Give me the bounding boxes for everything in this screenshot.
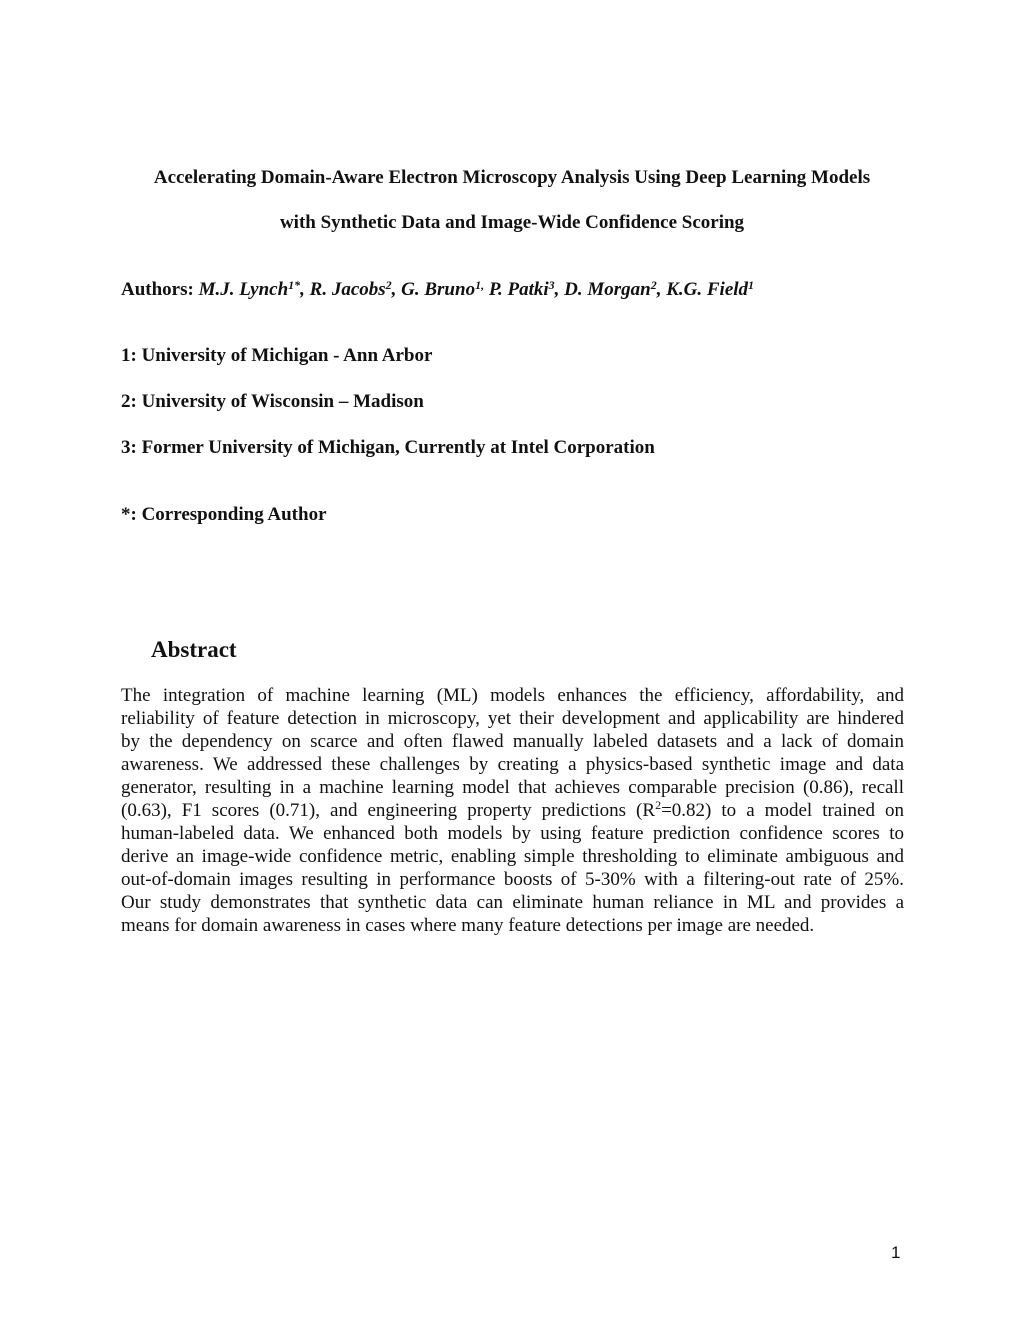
author-affiliation-mark: 1, [475, 278, 485, 292]
author-name: M.J. Lynch [198, 279, 289, 300]
abstract-line: out-of-domain images resulting in performance boosts of 5-30% with a filtering-out rate of 25%. [121, 869, 904, 890]
abstract-line-with-r-squared [121, 799, 904, 822]
paper-title-line-1: Accelerating Domain-Aware Electron Microscopy Analysis Using Deep Learning Models [153, 167, 871, 188]
author-name: D. Morgan [564, 279, 651, 300]
affiliation-2: 2: University of Wisconsin – Madison [121, 391, 424, 412]
page-number: 1 [891, 1243, 901, 1262]
author-name: G. Bruno [401, 279, 476, 300]
author-separator: , [656, 279, 667, 300]
abstract-line: Our study demonstrates that synthetic data can eliminate human reliance in ML and provides a [121, 892, 904, 913]
author-name: P. Patki [488, 279, 549, 300]
author-name: K.G. Field [666, 279, 749, 300]
abstract-body [121, 684, 904, 937]
abstract-line: means for domain awareness in cases where many feature detections per image are needed. [121, 915, 815, 936]
abstract-line: The integration of machine learning (ML) models enhances the efficiency, affordability, and [121, 685, 904, 706]
abstract-heading: Abstract [151, 637, 237, 662]
abstract-line: derive an image-wide confidence metric, enabling simple thresholding to eliminate ambiguous and [121, 846, 904, 867]
author-affiliation-mark: 2 [385, 278, 392, 292]
affiliation-1: 1: University of Michigan - Ann Arbor [121, 345, 433, 366]
corresponding-author-note: *: Corresponding Author [121, 504, 327, 525]
author-names [199, 279, 754, 300]
abstract-line: by the dependency on scarce and often flawed manually labeled datasets and a lack of domain [121, 731, 904, 752]
abstract-line-part: (0.63), F1 scores (0.71), and engineering property predictions (R [121, 800, 656, 821]
author-affiliation-mark: 1 [748, 278, 755, 292]
abstract-line: generator, resulting in a machine learning model that achieves comparable precision (0.86), recall [121, 777, 904, 798]
author-affiliation-mark: 2 [650, 278, 657, 292]
superscript-2: 2 [655, 798, 662, 812]
paper-title-line-2: with Synthetic Data and Image-Wide Confidence Scoring [279, 212, 745, 233]
abstract-line: human-labeled data. We enhanced both models by using feature prediction confidence scores to [121, 823, 904, 844]
affiliation-3: 3: Former University of Michigan, Currently at Intel Corporation [121, 437, 655, 458]
abstract-line-part: =0.82) to a model trained on [661, 800, 904, 821]
author-affiliation-mark: 3 [548, 278, 555, 292]
abstract-line: awareness. We addressed these challenges by creating a physics-based synthetic image and data [121, 754, 904, 775]
author-separator: , [554, 279, 565, 300]
author-name: R. Jacobs [309, 279, 386, 300]
abstract-line: reliability of feature detection in microscopy, yet their development and applicability are hindered [121, 708, 904, 729]
authors-label: Authors: [121, 279, 194, 300]
author-separator: , [300, 279, 310, 300]
author-separator: , [391, 279, 402, 300]
author-affiliation-mark: 1* [288, 278, 301, 292]
author-list [121, 278, 754, 302]
